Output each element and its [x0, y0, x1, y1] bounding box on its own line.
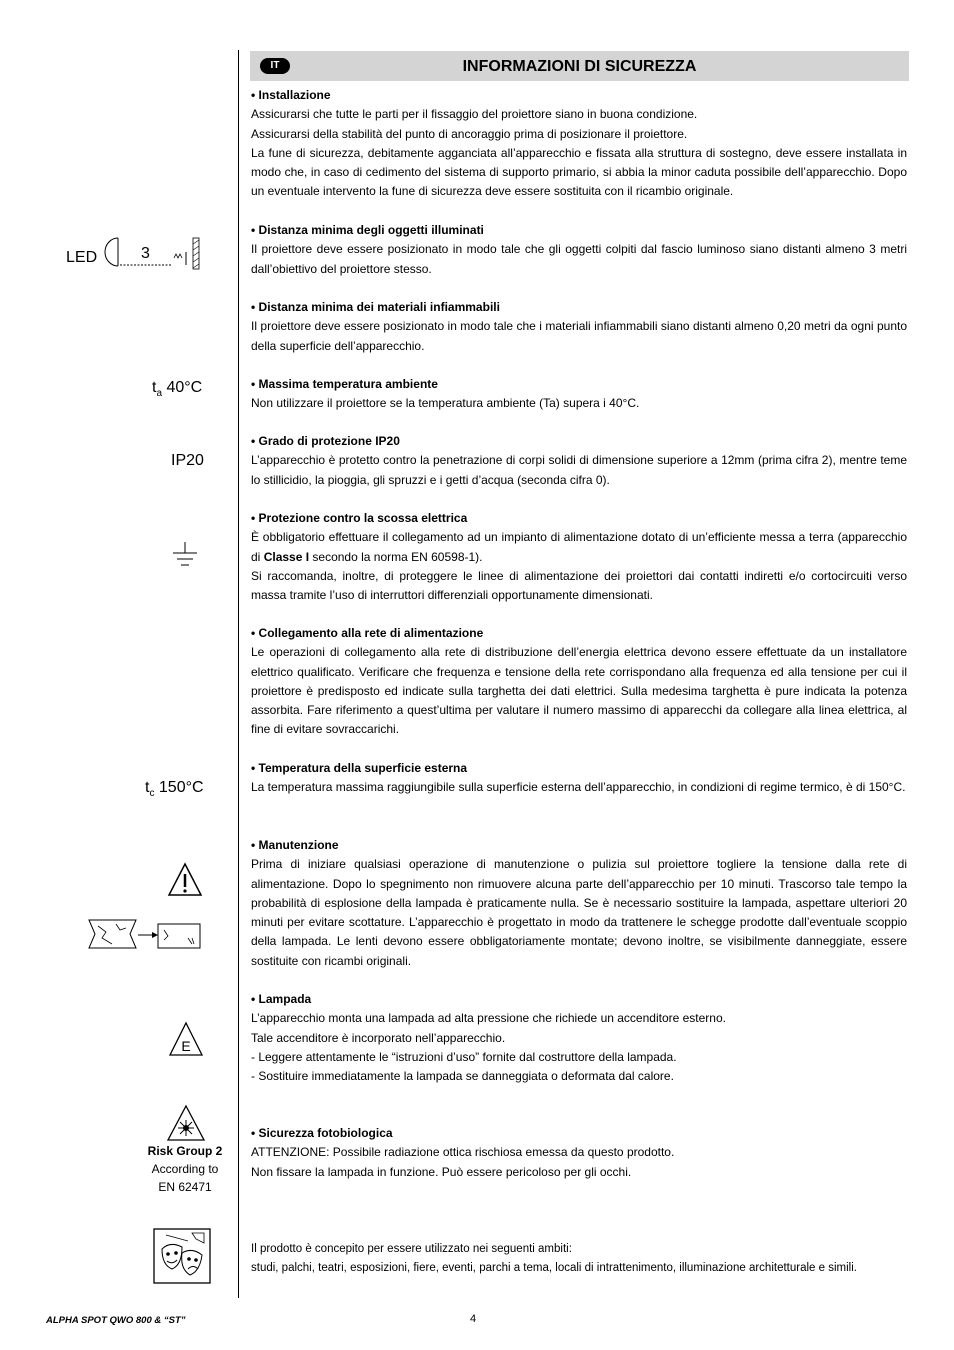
section-title: • Collegamento alla rete di alimentazione	[251, 626, 484, 640]
e-triangle-icon	[167, 1021, 205, 1057]
tc-subscript: c	[149, 788, 155, 800]
class-label: Classe I	[263, 549, 310, 564]
tc-prefix: t	[145, 779, 150, 796]
section-header	[250, 51, 909, 81]
paragraph: Le operazioni di collegamento alla rete di distribuzione dell’energia elettrica devono essere effettuate da un installatore elettrico qualificato. Verificare che frequenza e tensione della rete corrispondano alla frequenza ed alla tensione per cui il proiettore è predisposto ed indicate sulla targhetta dei dati elettrici. Sulla medesima targhetta è pure indicata la potenza assorbita. Fare riferimento a quest’ultima per valutare il numero massimo di apparecchi da collegare alla linea elettrica, al fine di evitare sovraccarichi.	[251, 645, 907, 737]
led-distance-value: 3	[141, 245, 150, 262]
section-rete	[251, 624, 907, 740]
tc-value: 150°C	[158, 779, 204, 796]
led-distance-icon	[100, 234, 206, 272]
text-run: È obbligatorio effettuare il collegamento ad un impianto di alimentazione dotato di un’efficiente messa a terra (apparecchio di	[251, 530, 907, 564]
ta-prefix: t	[152, 379, 157, 396]
paragraph: ATTENZIONE: Possibile radiazione ottica rischiosa emessa da questo prodotto.	[251, 1145, 675, 1160]
paragraph: Il prodotto è concepito per essere utilizzato nei seguenti ambiti:	[251, 1243, 572, 1255]
section-title: • Lampada	[251, 992, 312, 1006]
section-installazione	[251, 86, 907, 202]
section-manutenzione	[251, 836, 907, 971]
section-title: • Distanza minima degli oggetti illuminati	[251, 223, 484, 237]
section-title: • Installazione	[251, 88, 331, 102]
warning-icon	[167, 862, 203, 898]
paragraph	[251, 528, 907, 567]
paragraph: Non fissare la lampada in funzione. Può essere pericoloso per gli occhi.	[251, 1164, 632, 1179]
section-title: • Protezione contro la scossa elettrica	[251, 511, 468, 525]
section-title: • Manutenzione	[251, 838, 339, 852]
ground-icon	[172, 541, 198, 569]
ambient-temperature	[152, 379, 202, 399]
section-title: • Distanza minima dei materiali infiammabili	[251, 300, 500, 314]
theatre-masks-icon	[152, 1227, 212, 1285]
section-title: • Massima temperatura ambiente	[251, 377, 438, 391]
paragraph: studi, palchi, teatri, esposizioni, fiere, eventi, parchi a tema, locali di intrattenimento, illuminazione architetturale e simili.	[251, 1262, 857, 1275]
paragraph: Assicurarsi della stabilità del punto di ancoraggio prima di posizionare il proiettore.	[251, 126, 688, 141]
paragraph: La fune di sicurezza, debitamente agganciata all’apparecchio e fissata alla struttura di sostegno, deve essere installata in modo che, in caso di cedimento del sistema di supporto primario, si abbia la minor caduta possibile dell’apparecchio. Dopo un eventuale intervento la fune di sicurezza deve essere sostituita con il ricambio originale.	[251, 145, 907, 199]
section-scossa	[251, 509, 907, 605]
ta-subscript: a	[156, 388, 163, 400]
paragraph: Tale accenditore è incorporato nell’apparecchio.	[251, 1030, 506, 1045]
page-title: INFORMAZIONI DI SICUREZZA	[462, 58, 697, 75]
text-run: secondo la norma EN 60598-1).	[309, 549, 483, 564]
led-label: LED	[66, 249, 98, 266]
section-ambiti	[251, 1240, 907, 1279]
vertical-divider	[238, 50, 239, 1298]
paragraph: L’apparecchio monta una lampada ad alta pressione che richiede un accenditore esterno.	[251, 1011, 726, 1026]
section-distanza-oggetti	[251, 221, 907, 279]
broken-lens-icon	[86, 916, 204, 952]
risk-group-label	[130, 1142, 240, 1196]
surface-temperature	[145, 779, 204, 799]
paragraph: Assicurarsi che tutte le parti per il fissaggio del proiettore siano in buona condizione.	[251, 107, 698, 122]
optical-radiation-icon	[166, 1104, 206, 1142]
section-distanza-materiali	[251, 298, 907, 356]
risk-group: Risk Group 2	[147, 1144, 223, 1158]
section-superficie	[251, 759, 907, 798]
section-fotobiologica	[251, 1124, 907, 1182]
paragraph: Prima di iniziare qualsiasi operazione di manutenzione o pulizia sul proiettore togliere la tensione dalla rete di alimentazione. Dopo lo spegnimento non rimuovere alcuna parte dell’apparecchio per 10 minuti. Trascorso tale tempo la probabilità di esplosione della lampada è praticamente nulla. Se è necessario sostituire la lampada, aspettare ulteriori 20 minuti per evitare scottature. L’apparecchio è progettato in modo da trattenere le schegge prodotte dall’eventuale scoppio della lampada. Le lenti devono essere obbligatoriamente montate; devono inoltre, se visibilmente danneggiate, essere sostituite con ricambi originali.	[251, 857, 907, 968]
language-badge: IT	[260, 58, 290, 74]
paragraph: Si raccomanda, inoltre, di proteggere le linee di alimentazione dei proiettori dai contatti indiretti e/o cortocircuiti verso massa tramite l’uso di interruttori differenziali opportunamente dimensionati.	[251, 568, 907, 603]
footer-model: ALPHA SPOT QWO 800 & “ST”	[46, 1315, 186, 1326]
section-title: • Grado di protezione IP20	[251, 434, 400, 448]
risk-according: According to	[151, 1162, 219, 1176]
risk-norm: EN 62471	[158, 1180, 212, 1194]
section-lampada	[251, 990, 907, 1086]
e-label: E	[181, 1038, 191, 1054]
section-title: • Sicurezza fotobiologica	[251, 1126, 393, 1140]
paragraph: Il proiettore deve essere posizionato in modo tale che i materiali infiammabili siano distanti almeno 0,20 metri da ogni punto della superficie dell’apparecchio.	[251, 319, 907, 353]
paragraph: - Leggere attentamente le “istruzioni d’uso” fornite dal costruttore della lampada.	[251, 1049, 677, 1064]
paragraph: L’apparecchio è protetto contro la penetrazione di corpi solidi di dimensione superiore a 12mm (prima cifra 2), mentre teme lo stillicidio, la pioggia, gli spruzzi e i getti d’acqua (seconda cifra 0).	[251, 453, 907, 487]
ta-value: 40°C	[166, 379, 203, 396]
section-grado-protezione	[251, 432, 907, 490]
paragraph: Il proiettore deve essere posizionato in modo tale che gli oggetti colpiti dal fascio luminoso siano distanti almeno 3 metri dall’obiettivo del proiettore stesso.	[251, 242, 907, 276]
ip-rating: IP20	[171, 452, 204, 469]
section-temperatura-ambiente	[251, 375, 907, 414]
paragraph: - Sostituire immediatamente la lampada se danneggiata o deformata dal calore.	[251, 1069, 674, 1084]
section-title: • Temperatura della superficie esterna	[251, 761, 468, 775]
paragraph: Non utilizzare il proiettore se la temperatura ambiente (Ta) supera i 40°C.	[251, 396, 640, 411]
paragraph: La temperatura massima raggiungibile sulla superficie esterna dell’apparecchio, in condizioni di regime termico, è di 150°C.	[251, 780, 906, 795]
page-number: 4	[470, 1313, 477, 1325]
